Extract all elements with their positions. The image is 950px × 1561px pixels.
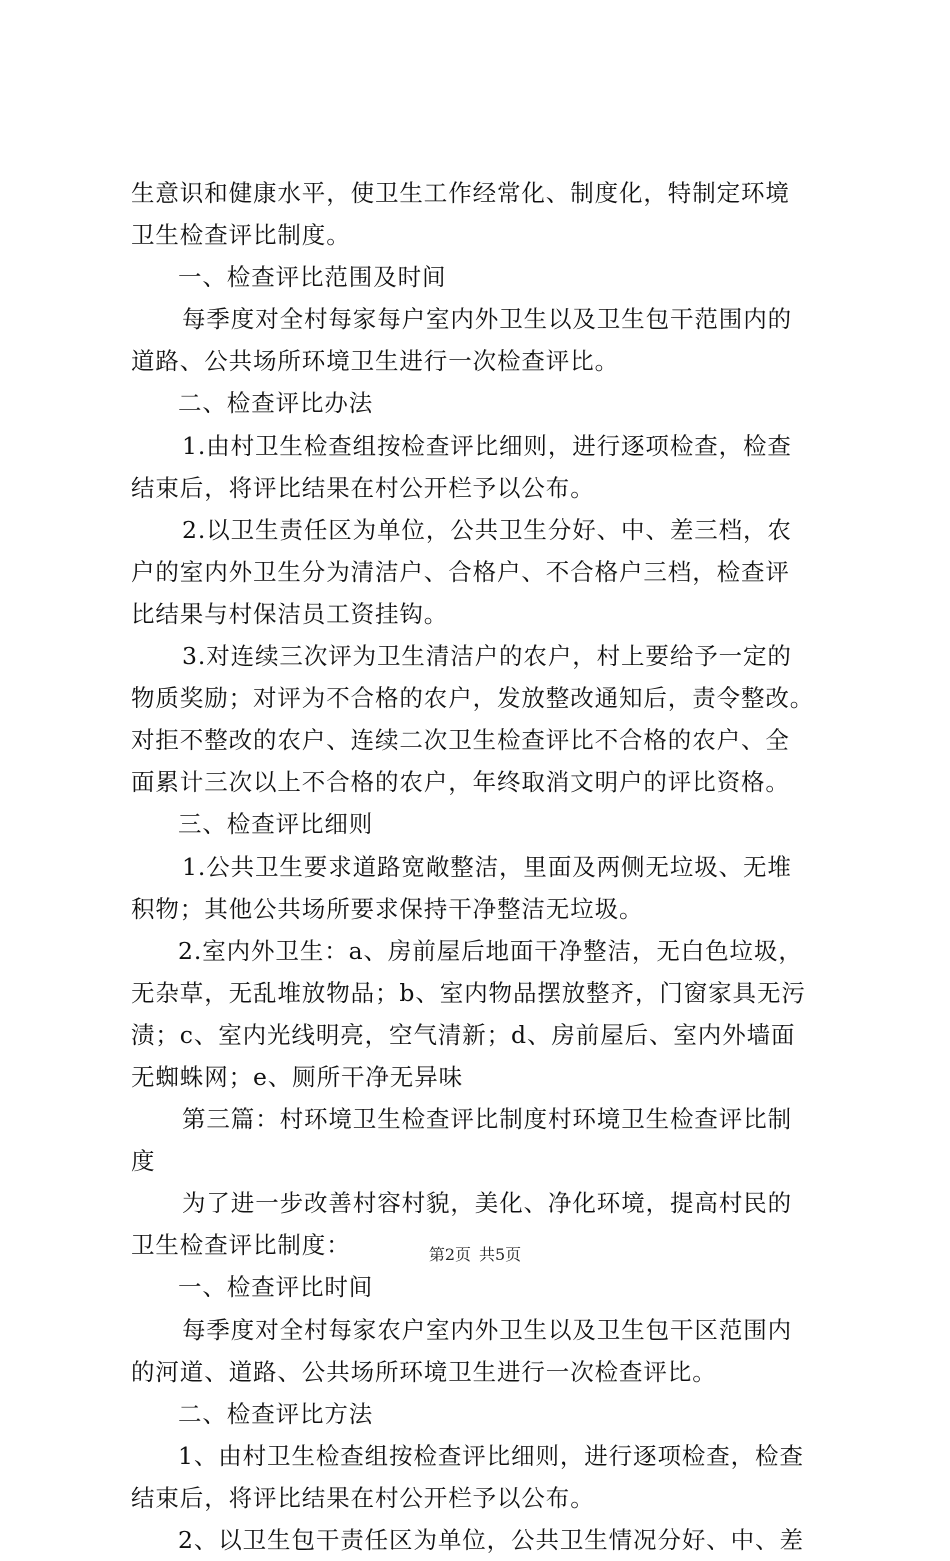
page-total: 共5页 xyxy=(479,1245,522,1264)
section-heading: 一、检查评比时间 xyxy=(178,1273,374,1302)
paragraph-line: 积物；其他公共场所要求保持干净整洁无垃圾。 xyxy=(131,894,644,923)
paragraph-line: 1、由村卫生检查组按检查评比细则，进行逐项检查，检查 xyxy=(178,1441,804,1470)
paragraph-line: 渍；c、室内光线明亮，空气清新；d、房前屋后、室内外墙面 xyxy=(131,1020,796,1049)
paragraph-line: 道路、公共场所环境卫生进行一次检查评比。 xyxy=(131,347,619,376)
paragraph-line: 为了进一步改善村容村貌，美化、净化环境，提高村民的 xyxy=(182,1189,792,1218)
paragraph-line: 3.对连续三次评为卫生清洁户的农户，村上要给予一定的 xyxy=(182,642,792,671)
paragraph-line: 每季度对全村每家每户室内外卫生以及卫生包干范围内的 xyxy=(182,305,792,334)
paragraph-line: 物质奖励；对评为不合格的农户，发放整改通知后，责令整改。 xyxy=(131,684,815,713)
page-footer xyxy=(0,1245,950,1265)
paragraph-line: 生意识和健康水平，使卫生工作经常化、制度化，特制定环境 xyxy=(131,179,790,207)
paragraph-line: 卫生检查评比制度： xyxy=(131,1231,351,1260)
paragraph-line: 无杂草，无乱堆放物品；b、室内物品摆放整齐，门窗家具无污 xyxy=(131,978,806,1007)
chapter-title: 第三篇：村环境卫生检查评比制度村环境卫生检查评比制 xyxy=(182,1105,792,1134)
section-heading: 二、检查评比方法 xyxy=(178,1399,374,1428)
section-heading: 三、检查评比细则 xyxy=(178,810,374,839)
paragraph-line: 卫生检查评比制度。 xyxy=(131,221,351,250)
paragraph-line: 的河道、道路、公共场所环境卫生进行一次检查评比。 xyxy=(131,1357,717,1386)
paragraph-line: 户的室内外卫生分为清洁户、合格户、不合格户三档，检查评 xyxy=(131,557,790,586)
paragraph-line: 2、以卫生包干责任区为单位，公共卫生情况分好、中、差 xyxy=(178,1526,804,1554)
paragraph-line: 每季度对全村每家农户室内外卫生以及卫生包干区范围内 xyxy=(182,1315,792,1344)
paragraph-line: 面累计三次以上不合格的农户，年终取消文明户的评比资格。 xyxy=(131,768,790,797)
paragraph-line: 2.室内外卫生：a、房前屋后地面干净整洁，无白色垃圾， xyxy=(178,936,803,965)
paragraph-line: 对拒不整改的农户、连续二次卫生检查评比不合格的农户、全 xyxy=(131,726,790,755)
paragraph-line: 1.公共卫生要求道路宽敞整洁，里面及两侧无垃圾、无堆 xyxy=(182,852,792,881)
section-heading: 一、检查评比范围及时间 xyxy=(178,263,447,292)
page-number: 第2页 xyxy=(428,1245,471,1264)
paragraph-line: 2.以卫生责任区为单位，公共卫生分好、中、差三档，农 xyxy=(182,515,792,544)
chapter-title-continuation: 度 xyxy=(131,1147,156,1176)
document-body xyxy=(131,172,831,1561)
paragraph-line: 比结果与村保洁员工资挂钩。 xyxy=(131,599,449,628)
paragraph-line: 结束后，将评比结果在村公开栏予以公布。 xyxy=(131,1483,595,1512)
paragraph-line: 1.由村卫生检查组按检查评比细则，进行逐项检查，检查 xyxy=(182,431,792,460)
section-heading: 二、检查评比办法 xyxy=(178,389,374,418)
paragraph-line: 结束后，将评比结果在村公开栏予以公布。 xyxy=(131,473,595,502)
paragraph-line: 无蜘蛛网；e、厕所干净无异味 xyxy=(131,1062,464,1091)
